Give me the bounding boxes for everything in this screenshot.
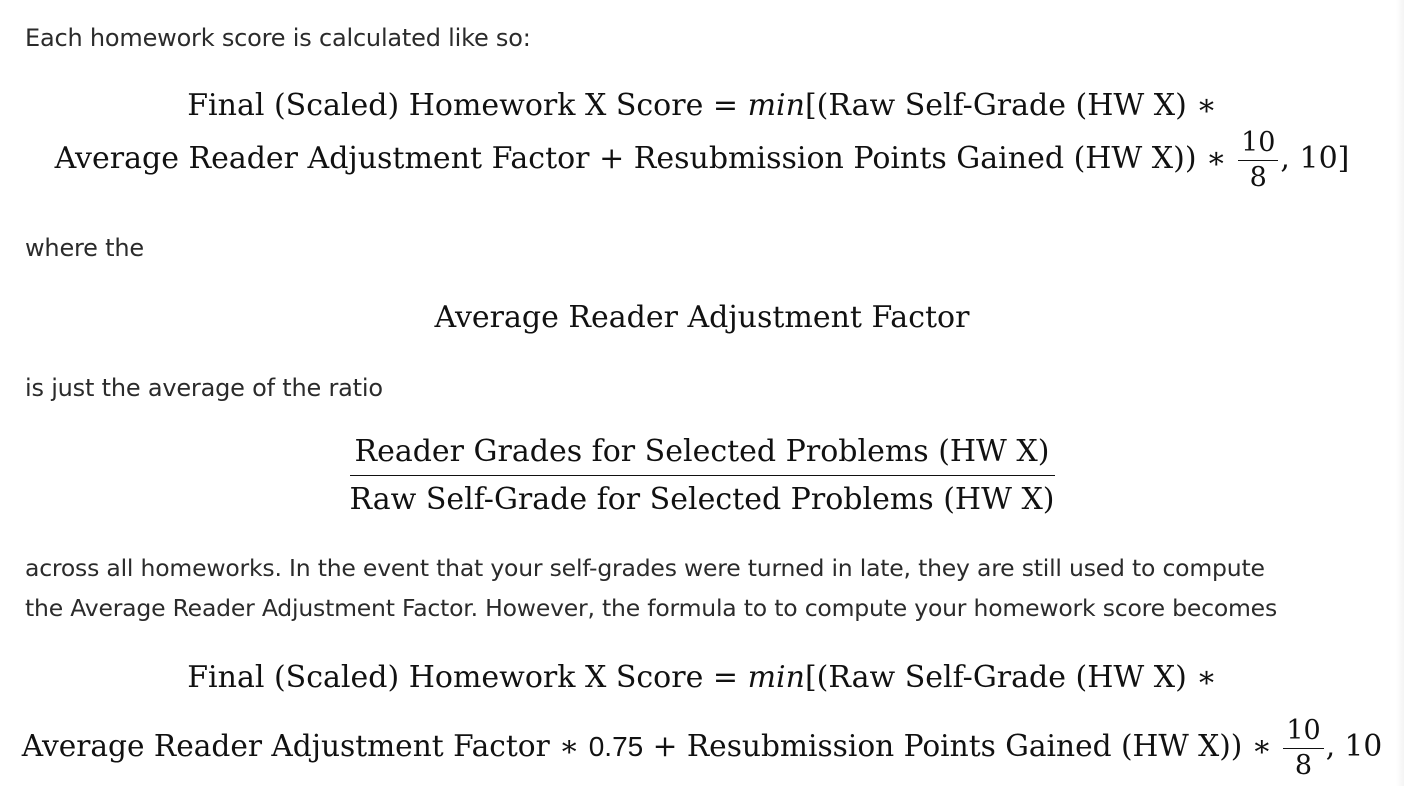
factor-display: Average Reader Adjustment Factor (434, 300, 970, 335)
formula1-term1: Average Reader Adjustment Factor (54, 141, 590, 177)
formula2-term1: Average Reader Adjustment Factor (21, 729, 550, 764)
late-para-line1: across all homeworks. In the event that your self-grades were turned in late, they are still used to compute (25, 554, 1265, 582)
formula1-term2: Resubmission Points Gained (HW X)) (633, 141, 1197, 177)
formula2-term2: Resubmission Points Gained (HW X)) (686, 729, 1243, 764)
formula2-frac-num: 10 (1283, 716, 1323, 749)
formula1-line1 (0, 88, 1404, 123)
formula2-min: min (747, 660, 805, 695)
formula2-op1: ∗ (559, 729, 580, 764)
formula1-frac-den: 8 (1249, 161, 1267, 193)
formula1-frac-num: 10 (1238, 128, 1278, 161)
formula2-op: ∗ (1196, 660, 1217, 695)
formula1-op: ∗ (1196, 88, 1217, 123)
formula1-min: min (747, 88, 805, 123)
formula1-tail: , 10] (1280, 141, 1350, 177)
ratio-denominator: Raw Self-Grade for Selected Problems (HW X) (349, 482, 1055, 517)
formula1-op2: ∗ (1206, 141, 1227, 177)
formula2-term: Raw Self-Grade (HW X) (828, 660, 1187, 695)
formula1-eq: = (712, 88, 739, 123)
formula2-line2 (0, 716, 1404, 780)
intro-text: Each homework score is calculated like so: (25, 24, 531, 52)
formula1-line2 (0, 128, 1404, 192)
ratio-fraction (0, 434, 1404, 517)
formula2-op2: ∗ (1251, 729, 1272, 764)
where-text: where the (25, 234, 144, 262)
formula2-tail: , 10 (1325, 729, 1383, 764)
formula2-line1 (0, 660, 1404, 695)
formula2-open: [( (804, 660, 829, 695)
formula1-open: [( (804, 88, 829, 123)
formula2-eq: = (712, 660, 739, 695)
ratio-numerator: Reader Grades for Selected Problems (HW X) (350, 434, 1055, 476)
formula2-plus: + (652, 729, 678, 764)
formula2-lhs: Final (Scaled) Homework X Score (187, 660, 704, 695)
formula2-penalty: 0.75 (588, 731, 644, 763)
scrollbar-track[interactable] (1396, 0, 1404, 786)
ratio-intro-text: is just the average of the ratio (25, 374, 383, 402)
formula1-term: Raw Self-Grade (HW X) (828, 88, 1187, 123)
formula2-frac-den: 8 (1294, 749, 1313, 781)
formula1-plus: + (599, 141, 625, 177)
formula1-fraction (1238, 128, 1278, 192)
late-para-line2: the Average Reader Adjustment Factor. However, the formula to to compute your homework score becomes (25, 594, 1277, 622)
formula2-fraction (1283, 716, 1323, 780)
formula1-lhs: Final (Scaled) Homework X Score (187, 88, 704, 123)
